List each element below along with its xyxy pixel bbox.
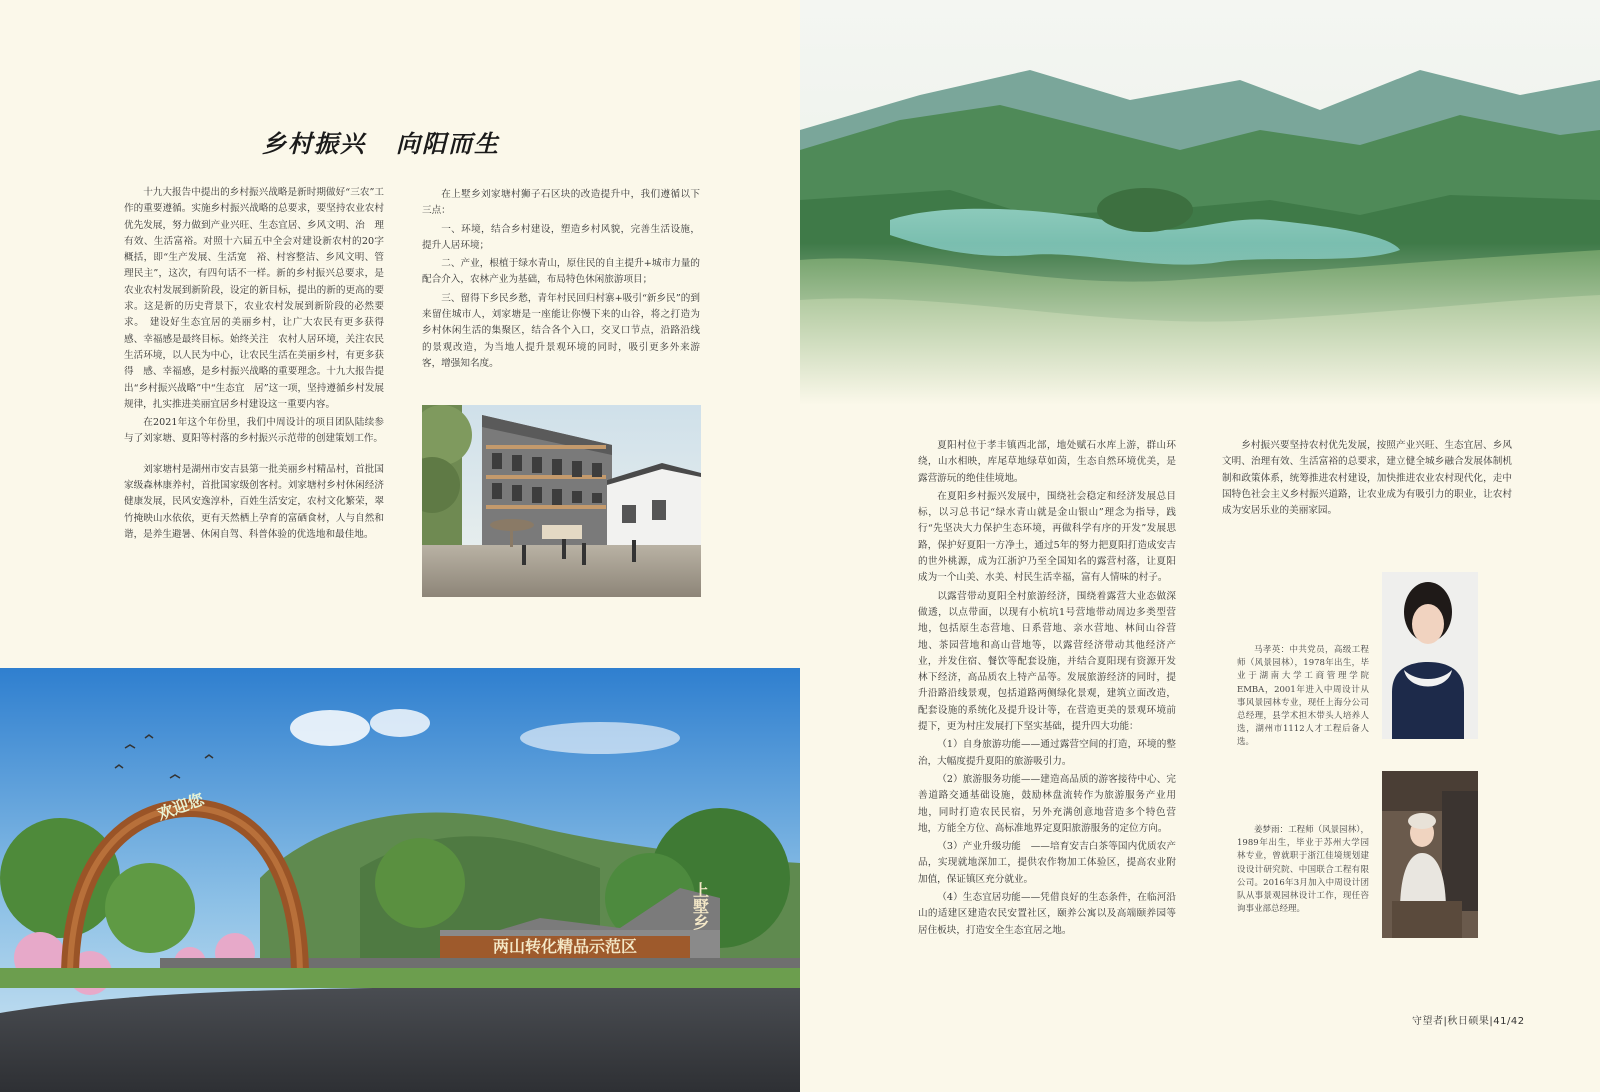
page-footer: 守望者|秋日硕果|41/42 [1412,1016,1525,1027]
paragraph: （1）自身旅游功能——通过露营空间的打造，环境的整治，大幅度提升夏阳的旅游吸引力。 [918,739,1176,767]
wall-sign-side: 上墅乡 [690,882,710,930]
arch-sign-text: 欢迎您 [154,789,207,824]
paragraph: 二、产业，根植于绿水青山，原住民的自主提升+城市力量的配合介入，农林产业为基础，布局特色休闲旅游项目； [422,258,700,286]
title-part-1: 乡村振兴 [262,129,366,158]
paragraph: （2）旅游服务功能——建造高品质的游客接待中心、完善道路交通基础设施，鼓励林盘流转作为旅游服务产业用地，同时打造农民民宿，另外充满创意地营造多个特色营地，方能全方位、高标准地界定夏阳旅游服务的定位方向。 [918,773,1176,834]
text-column-2 [422,187,700,374]
paragraph: 乡村振兴要坚持农村优先发展，按照产业兴旺、生态宜居、乡风文明、治理有效、生活富裕的总要求，建立健全城乡融合发展体制机制和政策体系，统筹推进农村建设，加快推进农业农村现代化，走中国特色社会主义乡村振兴道路，让农业成为有吸引力的职业，让农村成为安居乐业的美丽家园。 [1222,440,1512,517]
paragraph: 三、留得下乡民乡愁，青年村民回归村寨+吸引“新乡民”的到来留住城市人，刘家塘是一座能让你慢下来的山谷，将之打造为乡村休闲生活的集聚区，结合各个入口，交叉口节点，沿路沿线的景观改造，为当地人提升景观环境的同时，吸引更多外来游客，增强知名度。 [422,292,700,369]
author-portrait-1 [1382,572,1478,739]
author-portrait-2 [1382,771,1478,938]
village-entrance-arch-photo [0,668,800,1092]
paragraph: 一、环境，结合乡村建设，塑造乡村风貌，完善生活设施，提升人居环境； [422,223,700,251]
paragraph: 十九大报告中提出的乡村振兴战略是新时期做好“三农”工作的重要遵循。实施乡村振兴战略的总要求，要坚持农业农村优先发展，努力做到产业兴旺、生态宜居、乡风文明、治 理有效、生活富裕。对照十六届五中全会对建设新农村的20字概括，即“生产发展、生活宽 裕、村容整洁、乡风文明、管理民主”，这次，有四句话不一样。新的乡村振兴总要求，是农业农村发展到新阶段，设定的新目标，提出的新的更高的要求。这是新的历史背景下，农业农村发展到新阶段的必然要求。 建设好生态宜居的美丽乡村，让广大农民有更多获得感、幸福感是最终目标。始终关注 农村人居环境，关注农民生活环境，以人民为中心，让农民生活在美丽乡村，有更多获得 感、幸福感，是乡村振兴战略的重要理念。十九大报告提出“乡村振兴战略”中“生态宜 居”这一项，坚持遵循乡村发展规律，扎实推进美丽宜居乡村建设这一重要内容。 [124,187,384,410]
lake-landscape-photo [800,0,1600,405]
building-rendering-photo [422,405,701,597]
paragraph: 夏阳村位于孝丰镇西北部，地处赋石水库上游，群山环绕，山水相映，库尾草地绿草如茵，生态自然环境优美，是露营游玩的绝佳佳境地。 [918,440,1176,484]
paragraph: 在2021年这个年份里，我们中周设计的项目团队陆续参与了刘家塘、夏阳等村落的乡村振兴示范带的创建策划工作。 [124,417,384,445]
paragraph: 在夏阳乡村振兴发展中，围绕社会稳定和经济发展总目标，以习总书记“绿水青山就是金山银山”理念为指导，践行“先坚决大力保护生态环境，再做科学有序的开发”发展思路，保护好夏阳一方净土，通过5年的努力把夏阳打造成安吉的世外桃源，成为江浙沪乃至全国知名的露营村落，让夏阳成为一个山美、水美、村民生活幸福，富有人情味的村子。 [918,490,1176,584]
text-column-1 [124,185,384,545]
paragraph: （3）产业升级功能 ——培育安吉白茶等国内优质农产品，实现就地深加工，提供农作物加工体验区，提高农业附加值，保证镇区充分就业。 [918,841,1176,885]
text-column-3 [918,438,1176,941]
author-bio-2 [1237,824,1369,916]
paragraph: 以露营带动夏阳全村旅游经济，围绕着露营大业态做深做透，以点带面，以现有小杭坑1号营地带动周边多类型营地，包括原生态营地、日系营地、亲水营地、林间山谷营地、茶园营地和高山营地等，以露营经济带动其他经济产业，并发住宿、餐饮等配套设施，并结合夏阳现有资源开发林下经济，高品质农上特产品等。发展旅游经济的同时，提升沿路沿线景观，包括道路两侧绿化景观，建筑立面改造，配套设施的系统化及提升设计等，在营造更美的景观环境前提下，更为村庄发展打下坚实基础，提升四大功能： [918,590,1176,733]
bio-text: 马孝英：中共党员，高级工程师（风景园林），1978年出生，毕业于湖南大学工商管理学院EMBA，2001年进入中周设计从事风景园林专业，现任上海分公司总经理，县学术担木带头人培养人选，湖州市1112人才工程后备人选。 [1237,645,1369,748]
author-bio-1 [1237,644,1369,750]
bio-text: 姜梦雨：工程师（风景园林），1989年出生，毕业于苏州大学园林专业，曾就职于浙江佳境规划建设设计研究院、中国联合工程有限公司。2016年3月加入中周设计团队从事景观园林设计工作，现任咨询事业部总经理。 [1237,825,1369,915]
paragraph: 刘家塘村是湖州市安吉县第一批美丽乡村精品村，首批国家级森林康养村，首批国家级创客村。刘家塘村乡村休闲经济健康发展，民风安逸淳朴，百姓生活安定，农村文化繁荣，翠竹掩映山水依依，更有天然栖上孕育的富硒食材，人与自然和谐，是养生避暑、休闲自驾、科普体验的优选地和最佳地。 [124,463,384,540]
wall-sign-main: 两山转化精品示范区 [492,937,638,956]
paragraph: （4）生态宜居功能——凭借良好的生态条件，在临河沿山的适建区建造农民安置社区，颐养公寓以及高端颐养园等居住板块，打造安全生态宜居之地。 [918,892,1176,936]
text-column-4 [1222,438,1512,521]
article-title [262,124,530,159]
title-part-2: 向阳而生 [396,129,500,158]
paragraph: 在上墅乡刘家塘村狮子石区块的改造提升中，我们遵循以下三点： [422,189,700,217]
